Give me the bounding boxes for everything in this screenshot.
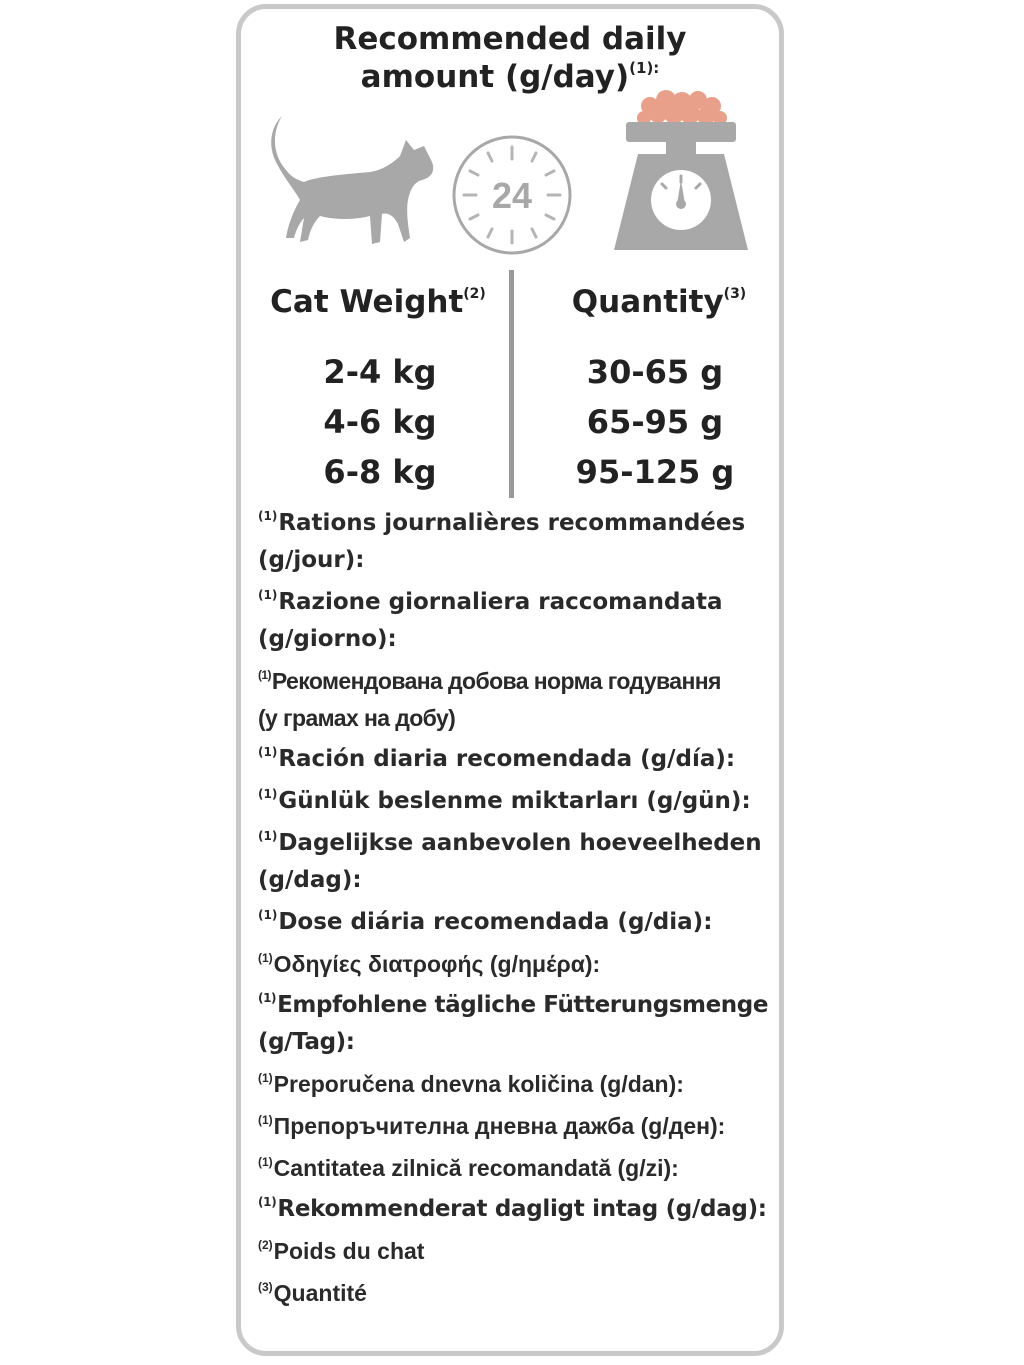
footnote-french: $^{(1)}$Rations journalières recommandées (g/jour): bbox=[258, 509, 746, 573]
footnote-swedish: $^{(1)}$Rekommenderat dagligt intag (g/dag): bbox=[258, 1195, 767, 1222]
footnote-german: $^{(1)}$Empfohlene tägliche Fütterungsmenge (g/Tag): bbox=[258, 991, 769, 1055]
footnote-quantity: $^{(3)}$Quantité bbox=[258, 1280, 367, 1306]
feeding-guide-title bbox=[236, 20, 784, 96]
title-line-1: Recommended daily bbox=[333, 21, 687, 57]
weight-cell: 2-4 kg bbox=[323, 353, 437, 391]
footnote-greek: $^{(1)}$Οδηγίες διατροφής (g/ημέρα): bbox=[258, 951, 601, 977]
cat-weight-header: Cat Weight$^{(2)}$ bbox=[270, 284, 486, 320]
footnote-romanian: $^{(1)}$Cantitatea zilnică recomandată (g/zi): bbox=[258, 1155, 679, 1181]
footnote-croatian: $^{(1)}$Preporučena dnevna količina (g/dan): bbox=[258, 1071, 684, 1097]
column-divider bbox=[509, 270, 514, 498]
footnote-ukrainian: $^{(1)}$Рекомендована добова норма годування (у грамах на добу) bbox=[258, 668, 721, 731]
footnote-dutch: $^{(1)}$Dagelijkse aanbevolen hoeveelheden (g/dag): bbox=[258, 829, 762, 893]
quantity-cell: 65-95 g bbox=[586, 403, 724, 441]
cat-silhouette-icon bbox=[258, 112, 440, 252]
quantity-cell: 95-125 g bbox=[575, 453, 735, 491]
footnote-spanish: $^{(1)}$Ración diaria recomendada (g/día): bbox=[258, 745, 736, 772]
title-line-2: amount $(g/day)^{(1):}$ bbox=[360, 59, 660, 95]
weight-cell: 4-6 kg bbox=[323, 403, 437, 441]
footnote-italian: $^{(1)}$Razione giornaliera raccomandata (g/giorno): bbox=[258, 588, 723, 652]
footnote-turkish: $^{(1)}$Günlük beslenme miktarları (g/gün): bbox=[258, 787, 751, 814]
quantity-cell: 30-65 g bbox=[586, 353, 724, 391]
clock-24-icon bbox=[450, 133, 574, 257]
weight-cell: 6-8 kg bbox=[323, 453, 437, 491]
footnote-cat-weight: $^{(2)}$Poids du chat bbox=[258, 1238, 425, 1264]
footnote-bulgarian: $^{(1)}$Препоръчителна дневна дажба (g/ден): bbox=[258, 1113, 726, 1139]
footnote-portuguese: $^{(1)}$Dose diária recomendada (g/dia): bbox=[258, 908, 713, 935]
kitchen-scale-icon bbox=[610, 88, 752, 254]
clock-label: 24 bbox=[491, 175, 533, 216]
quantity-header: Quantity$^{(3)}$ bbox=[571, 284, 747, 320]
